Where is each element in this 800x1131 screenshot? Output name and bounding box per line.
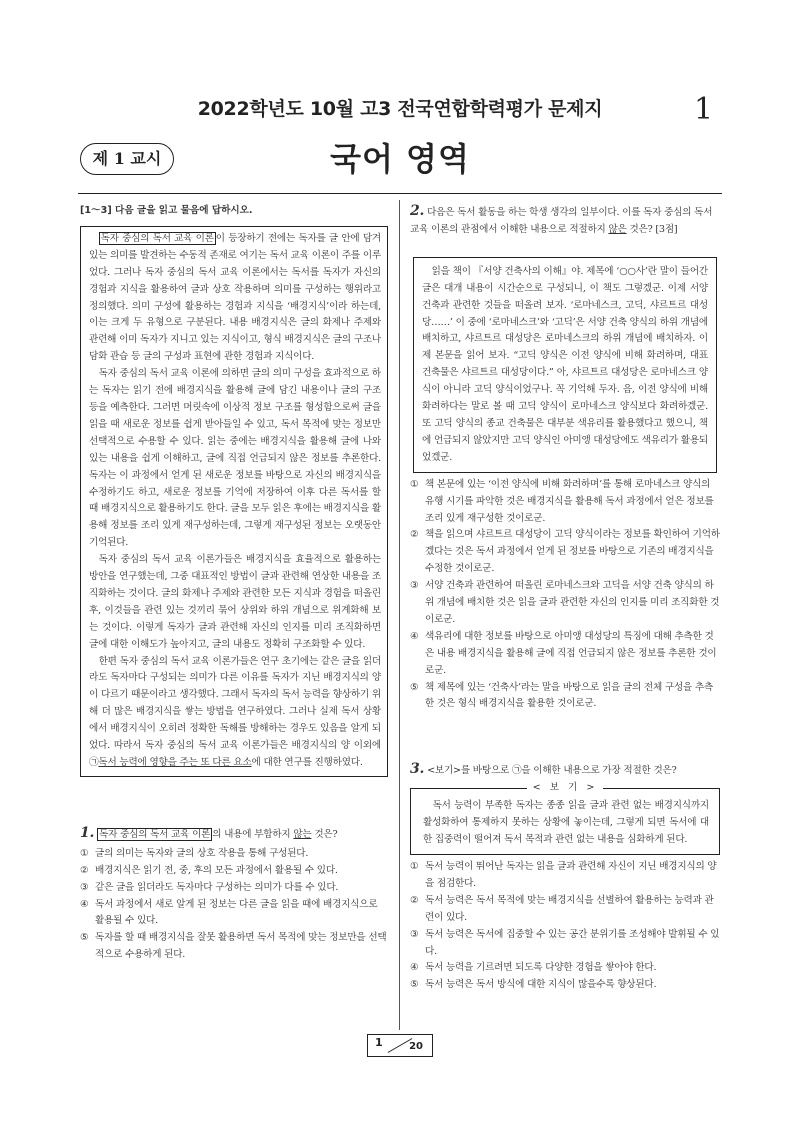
passage-paragraph-1 [89,231,381,366]
question-3-choices [410,859,720,994]
choice-number: ③ [80,881,89,893]
choice-2[interactable] [410,527,720,578]
boxed-term: 독자 중심의 독서 교육 이론 [99,828,211,840]
choice-text: 독서 능력은 독서 목적에 맞는 배경지식을 선별하여 활용하는 능력과 관련이 있다. [425,894,714,923]
student-thought-box [413,257,717,473]
column-divider [399,200,400,1030]
mark-a: ㉠ [89,757,99,768]
choice-number: ③ [410,928,419,940]
choice-number: ① [80,847,89,859]
stem-text: 것은? [3점] [626,223,678,235]
instruction: [1～3] 다음 글을 읽고 물음에 답하시오. [80,205,253,216]
choice-number: ⑤ [410,681,419,693]
question-1-stem [80,825,388,844]
choice-1[interactable] [410,477,720,528]
footer-total-pages: 20 [409,1041,423,1052]
choice-text: 독서 과정에서 새로 알게 된 정보는 다른 글을 읽을 때에 배경지식으로 활용될 수 있다. [95,898,378,927]
choice-5[interactable] [80,930,388,964]
student-thought-text: 읽을 책이 『서양 건축사의 이해』야. 제목에 ‘○○사’란 말이 들어간 글은 대개 내용이 시간순으로 구성되니, 이 책도 그렇겠군. 이제 서양 건축과 관련한 것들을 떠올려 보자. ‘로마네스크, 고딕, 샤르트르 대성당……’ 이 중에 ‘로마네스크’와 ‘고딕’은 서양 건축 양식의 하위 개념에 배치하고, 샤르트르 대성당은 로마네스크의 하위 개념에 배치하자. 이제 본문을 읽어 보자. “고딕 양식은 이전 양식에 비해 화려하며, 대표 건축물은 샤르트르 대성당이다.” 아, 샤르트르 대성당은 로마네스크 양식이 아니라 고딕 양식이었구나. 꼭 기억해 두자. 음, 이전 양식에 비해 화려하다는 말로 볼 때 고딕 양식이 로마네스크 양식보다 화려하겠군. 또 고딕 양식의 종교 건축물은 대부분 색유리를 활용했다고 했으니, 책에 언급되지 않았지만 고딕 양식인 아미앵 대성당에도 색유리가 활용되었겠군. [422,265,708,463]
question-3 [410,761,720,994]
choice-number: ② [410,529,419,541]
choice-number: ③ [410,580,419,592]
choice-3[interactable] [80,880,388,897]
exam-title: 2022학년도 10월 고3 전국연합학력평가 문제지 [197,98,603,120]
choice-text: 서양 건축과 관련하여 떠올린 로마네스크와 고딕을 서양 건축 양식의 하위 개념에 배치한 것은 읽을 글과 관련한 자신의 인지를 미리 조직화한 것이로군. [425,580,720,625]
choice-3[interactable] [410,578,720,629]
choice-number: ② [410,894,419,906]
bogi-label-text: < 보 기 > [527,782,604,793]
choice-text: 같은 글을 읽더라도 독자마다 구성하는 의미가 다를 수 있다. [95,881,339,893]
footer-page-indicator [367,1034,433,1057]
choice-3[interactable] [410,927,720,961]
choice-text: 독서 능력은 독서 방식에 대한 지식이 많을수록 향상된다. [425,979,657,991]
question-number: 3. [410,761,425,778]
choice-2[interactable] [80,863,388,880]
choice-1[interactable] [410,859,720,893]
choice-4[interactable] [80,897,388,931]
choice-number: ① [410,861,419,872]
choice-number: ⑤ [80,932,89,944]
subject-title: 국어 영역 [330,140,470,178]
bogi-label [410,780,720,797]
choice-text: 책 본문에 있는 ‘이전 양식에 비해 화려하며’를 통해 로마네스크 양식의 유행 시기를 파악한 것은 배경지식을 활용해 독서 과정에서 얻은 정보를 조리 있게 재구성한 것이로군. [425,478,714,524]
choice-4[interactable] [410,629,720,680]
stem-text: <보기>를 바탕으로 [427,765,512,777]
underlined-word: 않는 [293,828,312,840]
question-1 [80,825,388,964]
stem-text: 을 이해한 내용으로 가장 적절한 것은? [521,765,677,777]
boxed-term: 독자 중심의 독서 교육 이론 [100,232,214,244]
question-2-stem [410,203,720,239]
passage-box [80,226,388,777]
choice-text: 글의 의미는 독자와 글의 상호 작용을 통해 구성된다. [95,847,309,859]
choice-number: ① [410,478,419,490]
choice-number: ② [80,864,89,876]
choice-text: 책을 읽으며 샤르트르 대성당이 고딕 양식이라는 정보를 확인하여 기억하겠다는 것은 독서 과정에서 얻게 된 정보를 바탕으로 기존의 배경지식을 수정한 것이로군. [425,529,720,575]
question-number: 2. [410,203,425,219]
passage-paragraph-4 [89,654,381,772]
question-1-choices [80,846,388,964]
choice-text: 독자를 할 때 배경지식을 잘못 활용하면 독서 목적에 맞는 정보만을 선택적으로 수용하게 된다. [95,932,387,961]
choice-number: ④ [410,962,419,974]
choice-5[interactable] [410,977,720,994]
passage-text: 한편 독자 중심의 독서 교육 이론가들은 연구 초기에는 같은 글을 읽더라도 독자마다 구성되는 의미가 다른 이유를 독자가 지닌 배경지식의 양이 다르기 때문이라고 생각했다. 그래서 독자의 독서 능력을 향상하기 위해 더 많은 배경지식을 쌓는 방법을 연구하였다. 그러나 실제 독서 상황에서 배경지식이 오히려 정확한 독해를 방해하는 경우도 있음을 알게 되었다. 따라서 독자 중심의 독서 교육 이론가들은 배경지식의 양 이외에 [89,655,381,752]
question-2-choices [410,477,720,714]
stem-text: 의 내용에 부합하지 [212,828,294,840]
choice-text: 책 제목에 있는 ‘건축사’라는 말을 바탕으로 읽을 글의 전체 구성을 추측한 것은 형식 배경지식을 활용한 것이로군. [425,681,714,710]
stem-text: 것은? [311,828,338,840]
passage-text: 에 대한 연구를 진행하였다. [251,757,363,768]
passage-paragraph-2: 독자 중심의 독서 교육 이론에 의하면 글의 의미 구성을 효과적으로 하는 독자는 읽기 전에 배경지식을 활용해 글에 담긴 내용이나 글의 구조 등을 예측한다. 그러면 머릿속에 이상적 정보 구조를 형성함으로써 글을 읽을 때 새로운 정보를 쉽게 받아들일 수 있고, 독서 목적에 맞는 정보만 선택적으로 수용할 수 있다. 읽는 중에는 배경지식을 활용해 글에 나와 있는 내용을 쉽게 이해하고, 글에 직접 언급되지 않은 정보를 추론한다. 독자는 이 과정에서 얻게 된 새로운 정보를 바탕으로 자신의 배경지식을 수정하기도 하고, 새로운 정보를 기억에 저장하여 이후 다른 독서를 할 때 배경지식으로 활용하기도 한다. 글을 모두 읽은 후에는 배경지식을 활용해 정보를 조리 있게 재구성하는데, 그렇게 재구성된 정보는 오랫동안 기억된다. [89,368,381,549]
bogi-box [410,788,720,855]
choice-text: 독서 능력은 독서에 집중할 수 있는 공간 분위기를 조성해야 발휘될 수 있다. [425,928,720,957]
passage-text: 이 등장하기 전에는 독자를 글 안에 담겨 있는 의미를 발견하는 수동적 존재로 여기는 독서 교육 이론이 주를 이루었다. 그러나 독자 중심의 독서 교육 이론에서는 독서를 독자가 자신의 경험과 지식을 활용하여 글과 상호 작용하며 의미를 구성하는 행위라고 정의했다. 의미 구성에 활용하는 경험과 지식을 ‘배경지식’이라 하는데, 이는 크게 두 유형으로 구분된다. 내용 배경지식은 글의 화제나 주제와 관련해 이미 독자가 지니고 있는 지식이고, 형식 배경지식은 글의 구조나 담화 관습 등 글의 구성과 표현에 관한 경험과 지식이다. [89,232,381,363]
choice-1[interactable] [80,846,388,863]
question-2 [410,203,720,713]
choice-2[interactable] [410,893,720,927]
footer-current-page: 1 [375,1036,383,1049]
stem-text: 다음은 독서 활동을 하는 학생 생각의 일부이다. 이를 독자 중심의 독서 교육 이론의 관점에서 이해한 내용으로 적절하지 [410,207,713,235]
choice-number: ⑤ [410,979,419,991]
bogi-text: 독서 능력이 부족한 독자는 종종 읽을 글과 관련 없는 배경지식까지 활성화하여 통제하지 못하는 상황에 놓이는데, 그렇게 되면 독서에 대한 집중력이 떨어져 독서 목적과 관련 없는 내용을 심화하게 된다. [423,800,709,846]
underlined-word: 않은 [608,223,627,235]
choice-number: ④ [410,630,419,642]
choice-5[interactable] [410,680,720,714]
choice-text: 독서 능력이 뛰어난 독자는 읽을 글과 관련해 자신이 지닌 배경지식의 양을 점검한다. [425,861,717,889]
right-column [410,203,720,994]
choice-4[interactable] [410,960,720,977]
passage-paragraph-3: 독자 중심의 독서 교육 이론가들은 배경지식을 효율적으로 활용하는 방안을 연구했는데, 그중 대표적인 방법이 글과 관련해 연상한 내용을 조직화하는 것이다. 글의 화제나 주제와 관련한 모든 지식과 경험을 떠올린 후, 이것들을 관련 있는 것끼리 묶어 상위와 하위 개념으로 위계화해 보는 것이다. 이렇게 독자가 글과 관련해 자신의 인지를 미리 조직화하면 글에 대한 이해도가 높아지고, 글의 내용도 정확히 구조화할 수 있다. [89,554,381,650]
left-column [80,203,388,964]
header-rule [78,193,722,194]
choice-number: ④ [80,898,89,910]
period-badge: 제 1 교시 [80,143,174,175]
mark-a: ㉠ [511,765,522,777]
bogi-section [410,782,720,855]
choice-text: 색유리에 대한 정보를 바탕으로 아미앵 대성당의 특징에 대해 추측한 것은 내용 배경지식을 활용해 글에 직접 언급되지 않은 정보를 추론한 것이로군. [425,630,717,676]
question-number: 1. [80,824,95,841]
choice-text: 배경지식은 읽기 전, 중, 후의 모든 과정에서 활용될 수 있다. [95,864,338,876]
choice-text: 독서 능력을 기르려면 되도록 다양한 경험을 쌓아야 한다. [425,962,657,974]
underlined-phrase: 독서 능력에 영향을 주는 또 다른 요소 [98,757,252,768]
page-number: 1 [694,92,714,127]
question-3-stem [410,761,720,780]
